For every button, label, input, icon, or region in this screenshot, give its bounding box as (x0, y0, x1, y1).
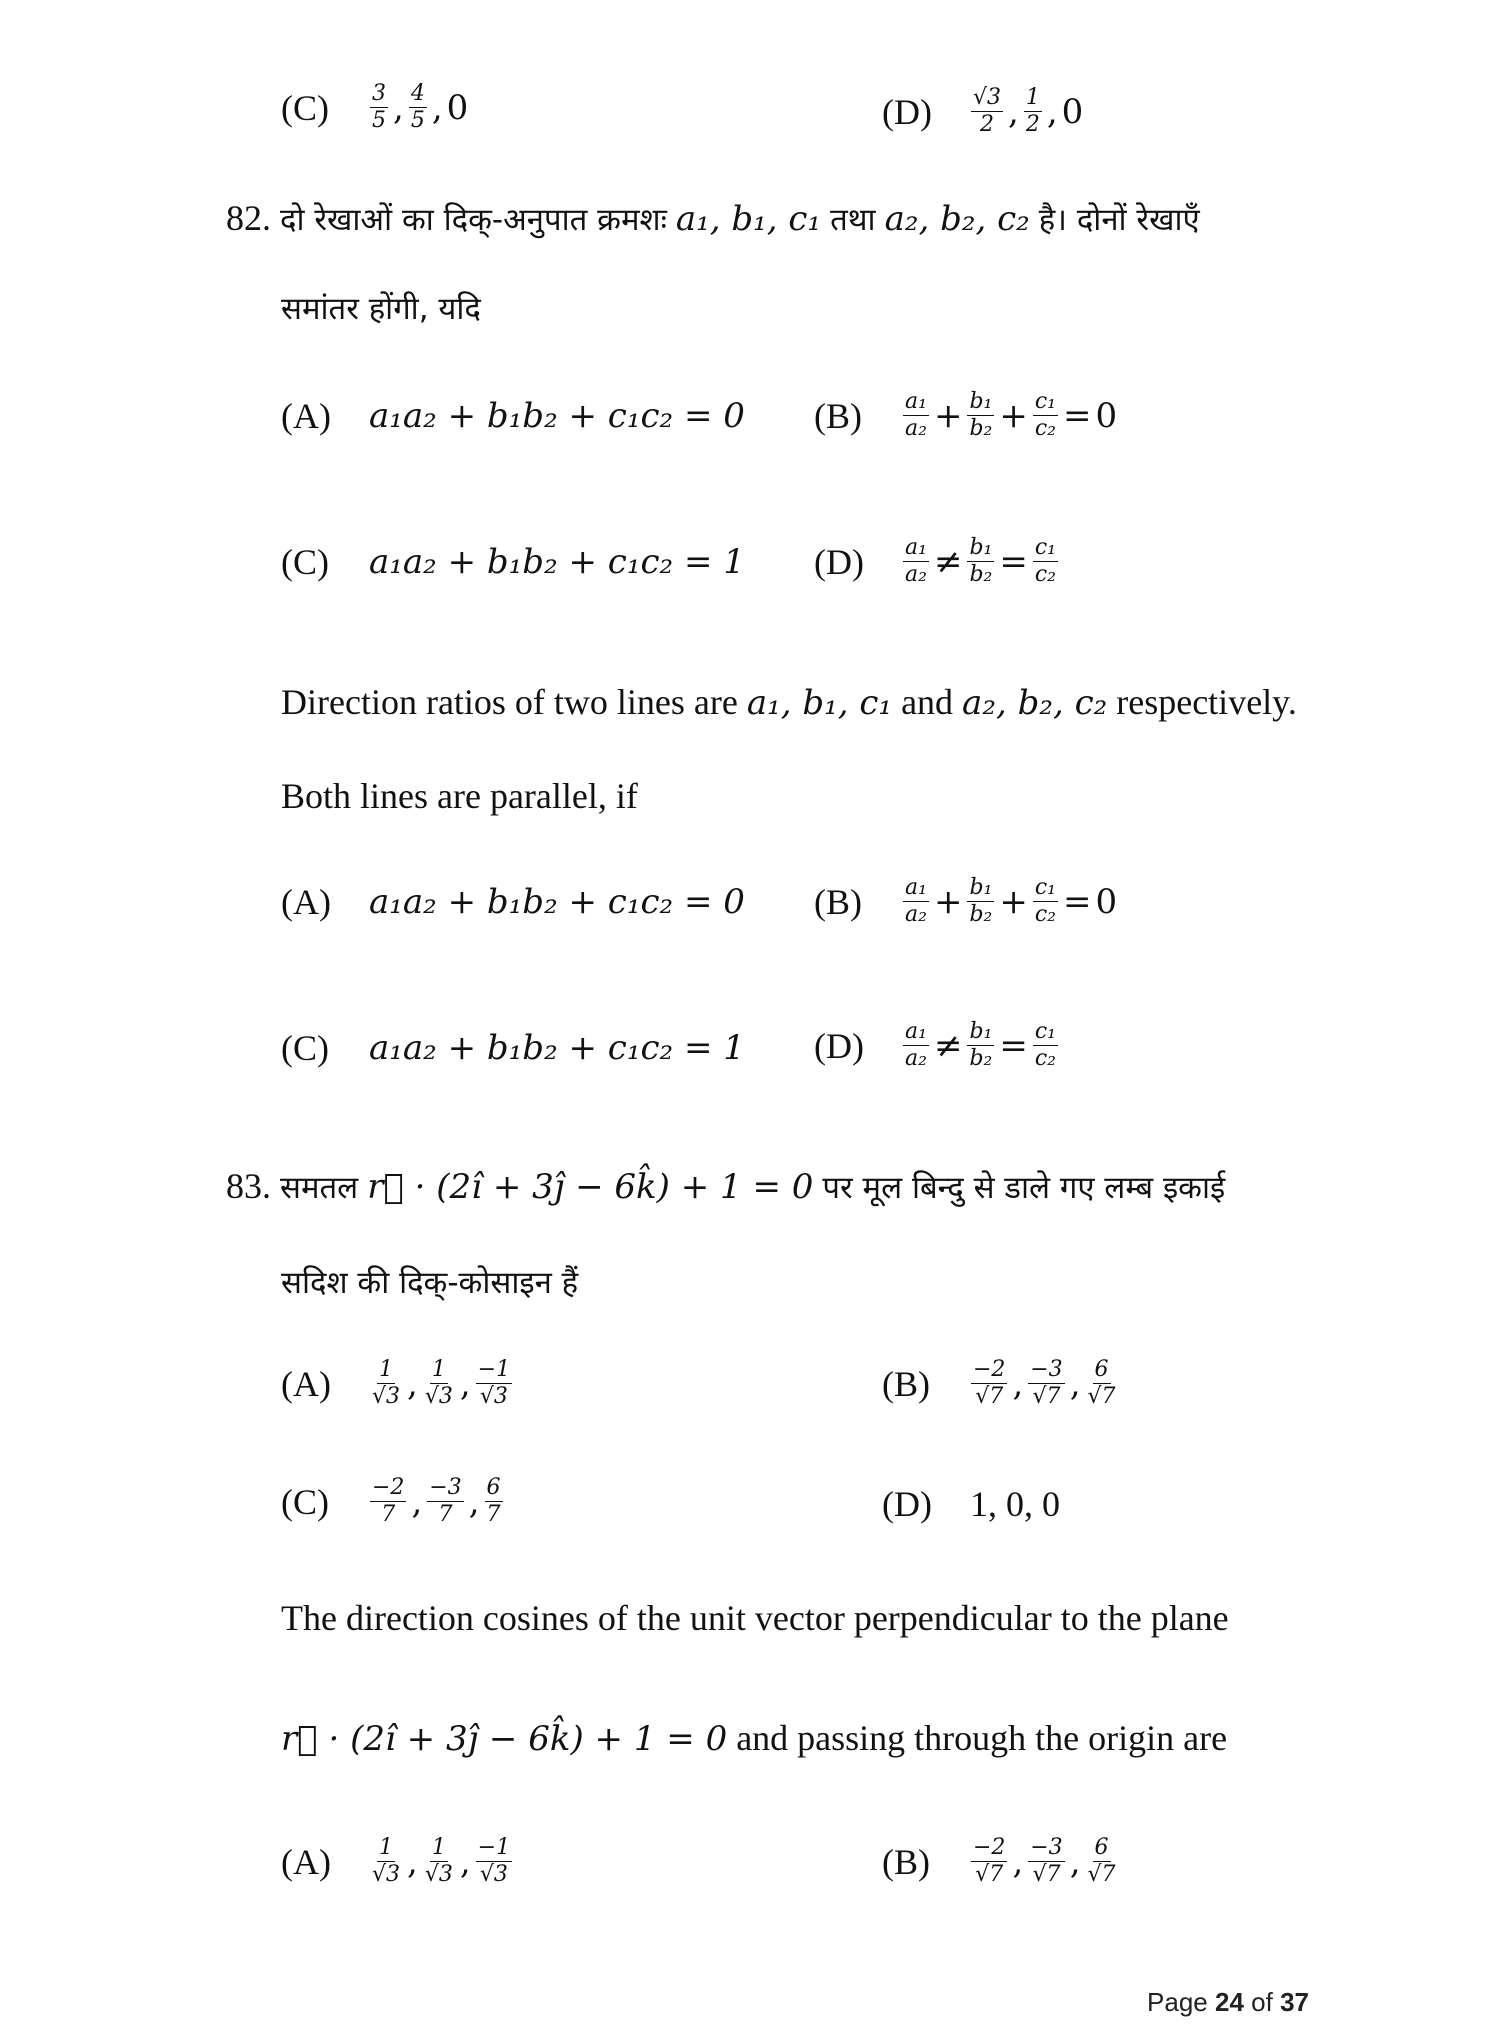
option-label: (C) (281, 87, 329, 128)
q83-en-option-b (882, 1836, 1119, 1887)
option-math: a₁a₂ + b₁b₂ + c₁c₂ = 0 (369, 396, 745, 436)
q82-hindi-line2: समांतर होंगी, यदि (281, 291, 481, 327)
q81-option-d (882, 86, 1083, 137)
option-label: (C) (281, 542, 329, 582)
q83-option-d (882, 1486, 1060, 1522)
option-label: (B) (814, 881, 862, 922)
q83-en-option-a (281, 1836, 513, 1887)
plane-equation: r⃗ · (2î + 3ĵ − 6k̂) + 1 = 0 (367, 1167, 814, 1207)
q82-option-d (814, 536, 1059, 587)
option-label: (D) (814, 541, 864, 582)
q82-option-c (281, 544, 745, 580)
option-label: (C) (281, 1481, 329, 1522)
option-math: $\frac{1}{√3}$ , $\frac{1}{√3}$ , $\frac{-1}{√3}$ (372, 1835, 511, 1888)
q83-english-line2: r⃗ · (2î + 3ĵ − 6k̂) + 1 = 0 and passing through the origin are (281, 1718, 1228, 1759)
option-label: (D) (814, 1025, 864, 1066)
q83-option-a (281, 1358, 513, 1409)
option-label: (D) (882, 91, 932, 132)
option-math: $\frac{-2}{√7}$ , $\frac{-3}{√7}$ , $\frac{6}{√7}$ (973, 1835, 1116, 1888)
q83-option-b (882, 1358, 1119, 1409)
option-label: (A) (281, 1363, 331, 1404)
q82-en-option-b (814, 876, 1117, 927)
option-label: (C) (281, 1028, 329, 1068)
q82-english-line1: Direction ratios of two lines are a₁, b₁, c₁ and a₂, b₂, c₂ respectively. (281, 682, 1297, 723)
option-label: (A) (281, 882, 331, 922)
option-math: $\frac{3}{5}$ , $\frac{4}{5}$ , 0 (372, 81, 469, 134)
q82-en-option-c (281, 1030, 745, 1066)
option-math: a₁a₂ + b₁b₂ + c₁c₂ = 0 (369, 882, 745, 922)
option-math: $\frac{-2}{7}$ , $\frac{-3}{7}$ , $\frac{6}{7}$ (372, 1475, 501, 1528)
q82-hindi-line1: 82. दो रेखाओं का दिक्-अनुपात क्रमशः a₁, b₁, c₁ तथा a₂, b₂, c₂ है। दोनों रेखाएँ (226, 198, 1200, 239)
option-math: a₁a₂ + b₁b₂ + c₁c₂ = 1 (369, 1028, 745, 1068)
option-math: $\frac{\text{a₁}}{\text{a₂}}$ ≠ $\frac{\text{b₁}}{\text{b₂}}$ = $\frac{\text{c₁}}{\text{c₂}}$ (905, 535, 1056, 588)
option-label: (B) (882, 1363, 930, 1404)
q82-en-option-d (814, 1020, 1059, 1071)
option-math: $\frac{-2}{√7}$ , $\frac{-3}{√7}$ , $\frac{6}{√7}$ (973, 1357, 1116, 1410)
q83-hindi-line1: 83. समतल r⃗ · (2î + 3ĵ − 6k̂) + 1 = 0 पर मूल बिन्दु से डाले गए लम्ब इकाई (226, 1166, 1226, 1207)
question-number: 83. (226, 1166, 271, 1206)
q82-option-b (814, 390, 1117, 441)
option-label: (A) (281, 396, 331, 436)
q81-option-c (281, 82, 468, 133)
option-label: (B) (882, 1841, 930, 1882)
q83-option-c (281, 1476, 504, 1527)
q82-en-option-a (281, 884, 745, 920)
option-label: (B) (814, 395, 862, 436)
q82-english-line2: Both lines are parallel, if (281, 776, 638, 816)
question-number: 82. (226, 198, 271, 238)
page-number: Page 24 of 37 (1147, 1987, 1309, 2017)
option-text: 1, 0, 0 (970, 1484, 1060, 1524)
q82-option-a (281, 398, 745, 434)
q83-hindi-line2: सदिश की दिक्-कोसाइन हैं (281, 1265, 579, 1301)
option-label: (A) (281, 1841, 331, 1882)
option-math: $\frac{\text{a₁}}{\text{a₂}}$ + $\frac{\text{b₁}}{\text{b₂}}$ + $\frac{\text{c₁}}{\text{c₂}}$ = 0 (905, 389, 1118, 442)
q83-english-line1: The direction cosines of the unit vector perpendicular to the plane (281, 1598, 1229, 1638)
option-label: (D) (882, 1484, 932, 1524)
option-math: $\frac{1}{√3}$ , $\frac{1}{√3}$ , $\frac{-1}{√3}$ (372, 1357, 511, 1410)
option-math: $\frac{√3}{2}$ , $\frac{1}{2}$ , 0 (973, 85, 1084, 138)
option-math: $\frac{\text{a₁}}{\text{a₂}}$ + $\frac{\text{b₁}}{\text{b₂}}$ + $\frac{\text{c₁}}{\text{c₂}}$ = 0 (905, 875, 1118, 928)
option-math: $\frac{\text{a₁}}{\text{a₂}}$ ≠ $\frac{\text{b₁}}{\text{b₂}}$ = $\frac{\text{c₁}}{\text{c₂}}$ (905, 1019, 1056, 1072)
plane-equation: r⃗ · (2î + 3ĵ − 6k̂) + 1 = 0 (281, 1719, 728, 1759)
option-math: a₁a₂ + b₁b₂ + c₁c₂ = 1 (369, 542, 745, 582)
